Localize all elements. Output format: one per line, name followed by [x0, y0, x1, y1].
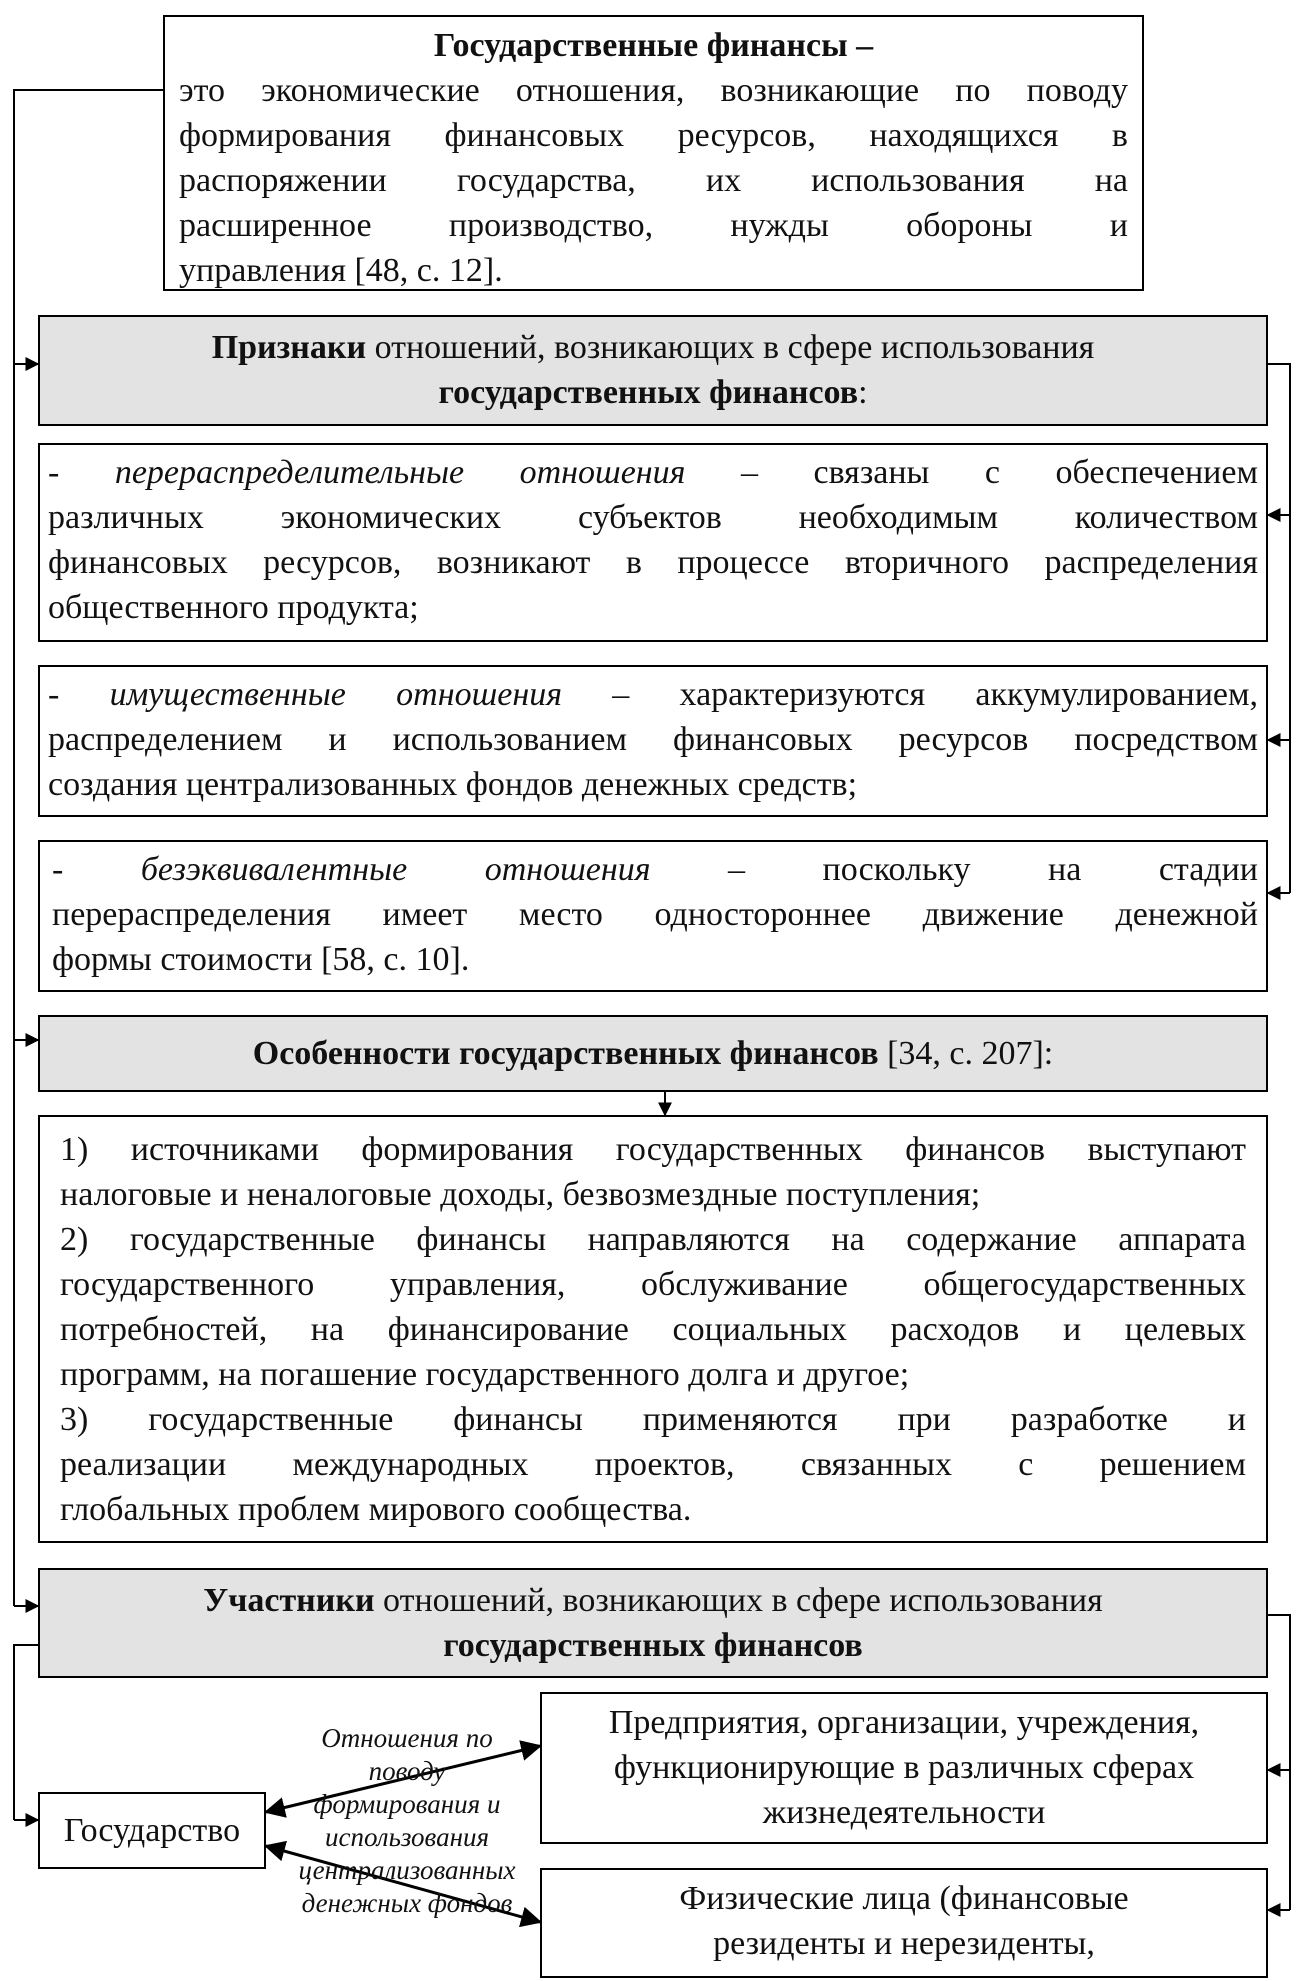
features-header [38, 1015, 1268, 1092]
relation-label-line: централизованных [298, 1855, 516, 1885]
feature-line: реализации международных проектов, связанных с решением [60, 1446, 1246, 1483]
sign-item-property [38, 665, 1268, 817]
signs-header-text: отношений, возникающих в сфере использования [366, 329, 1095, 366]
definition-line: распоряжении государства, их использования на [179, 162, 1128, 199]
participants-header [38, 1568, 1268, 1678]
state-box [38, 1792, 266, 1869]
features-body [38, 1115, 1268, 1543]
definition-line: формирования финансовых ресурсов, находящихся в [179, 117, 1128, 154]
sign-term: перераспределительные отношения [114, 454, 686, 491]
feature-line: 1) источниками формирования государственных финансов выступают [60, 1131, 1246, 1168]
definition-title: Государственные финансы – [433, 27, 874, 64]
enterprises-line: функционирующие в различных сферах [613, 1749, 1195, 1786]
relation-label-line: Отношения по [321, 1723, 493, 1753]
right-spine-signs [1266, 364, 1290, 893]
sign-text: различных экономических субъектов необходимым количеством [48, 499, 1258, 536]
feature-line: потребностей, на финансирование социальных расходов и целевых [60, 1311, 1246, 1348]
definition-line: расширенное производство, нужды обороны и [179, 207, 1128, 244]
sign-text: – поскольку на стадии [650, 851, 1258, 888]
sign-term: безэквивалентные отношения [140, 851, 651, 888]
features-header-bold: Особенности государственных финансов [252, 1035, 879, 1072]
relation-label-line: денежных фондов [301, 1888, 513, 1918]
sign-item-redistribution [38, 443, 1268, 642]
definition-line: это экономические отношения, возникающие по поводу [179, 72, 1128, 109]
relation-label-line: использования [324, 1822, 490, 1852]
feature-line: глобальных проблем мирового сообщества. [60, 1491, 692, 1528]
sign-prefix: - [52, 851, 141, 888]
sign-text: формы стоимости [58, с. 10]. [52, 941, 470, 978]
sign-text: распределением и использованием финансовых ресурсов посредством [48, 721, 1258, 758]
signs-header-bold: государственных финансов [438, 374, 859, 411]
feature-line: программ, на погашение государственного долга и другое; [60, 1356, 910, 1393]
sign-text: создания централизованных фондов денежных средств; [48, 766, 858, 803]
relation-label-line: поводу [368, 1756, 446, 1786]
enterprises-line: жизнедеятельности [762, 1794, 1046, 1831]
participants-header-bold: государственных финансов [443, 1627, 863, 1664]
individuals-line: резиденты и нерезиденты, [713, 1925, 1095, 1962]
right-branch-participants [1266, 1615, 1290, 1910]
features-header-text: [34, с. 207]: [878, 1035, 1054, 1072]
sign-text: финансовых ресурсов, возникают в процессе вторичного распределения [48, 544, 1258, 581]
enterprises-box [540, 1692, 1268, 1844]
feature-line: 3) государственные финансы применяются при разработке и [60, 1401, 1246, 1438]
sign-term: имущественные отношения [109, 676, 562, 713]
individuals-box [540, 1868, 1268, 1978]
feature-line: 2) государственные финансы направляются на содержание аппарата [60, 1221, 1246, 1258]
left-branch-state [14, 1645, 40, 1820]
state-label: Государство [63, 1812, 241, 1849]
feature-line: налоговые и неналоговые доходы, безвозмездные поступления; [60, 1176, 981, 1213]
sign-prefix: - [48, 454, 115, 491]
participants-header-bold: Участники [203, 1582, 375, 1619]
sign-text: – связаны с обеспечением [685, 454, 1258, 491]
definition-line: управления [48, с. 12]. [179, 252, 503, 289]
feature-line: государственного управления, обслуживание общегосударственных [60, 1266, 1246, 1303]
signs-header-text: : [858, 374, 868, 411]
sign-text: – характеризуются аккумулированием, [562, 676, 1258, 713]
sign-prefix: - [48, 676, 110, 713]
individuals-line: Физические лица (финансовые [679, 1880, 1129, 1917]
participants-header-text: отношений, возникающих в сфере использования [374, 1582, 1103, 1619]
enterprises-line: Предприятия, организации, учреждения, [608, 1704, 1200, 1741]
signs-header [38, 315, 1268, 426]
sign-text: общественного продукта; [48, 589, 419, 626]
relation-label-line: формирования и [313, 1789, 501, 1819]
relation-label [262, 1722, 552, 1920]
sign-item-nonequivalent [38, 840, 1268, 992]
signs-header-bold: Признаки [211, 329, 367, 366]
definition-box [163, 15, 1144, 291]
sign-text: перераспределения имеет место одностороннее движение денежной [52, 896, 1258, 933]
